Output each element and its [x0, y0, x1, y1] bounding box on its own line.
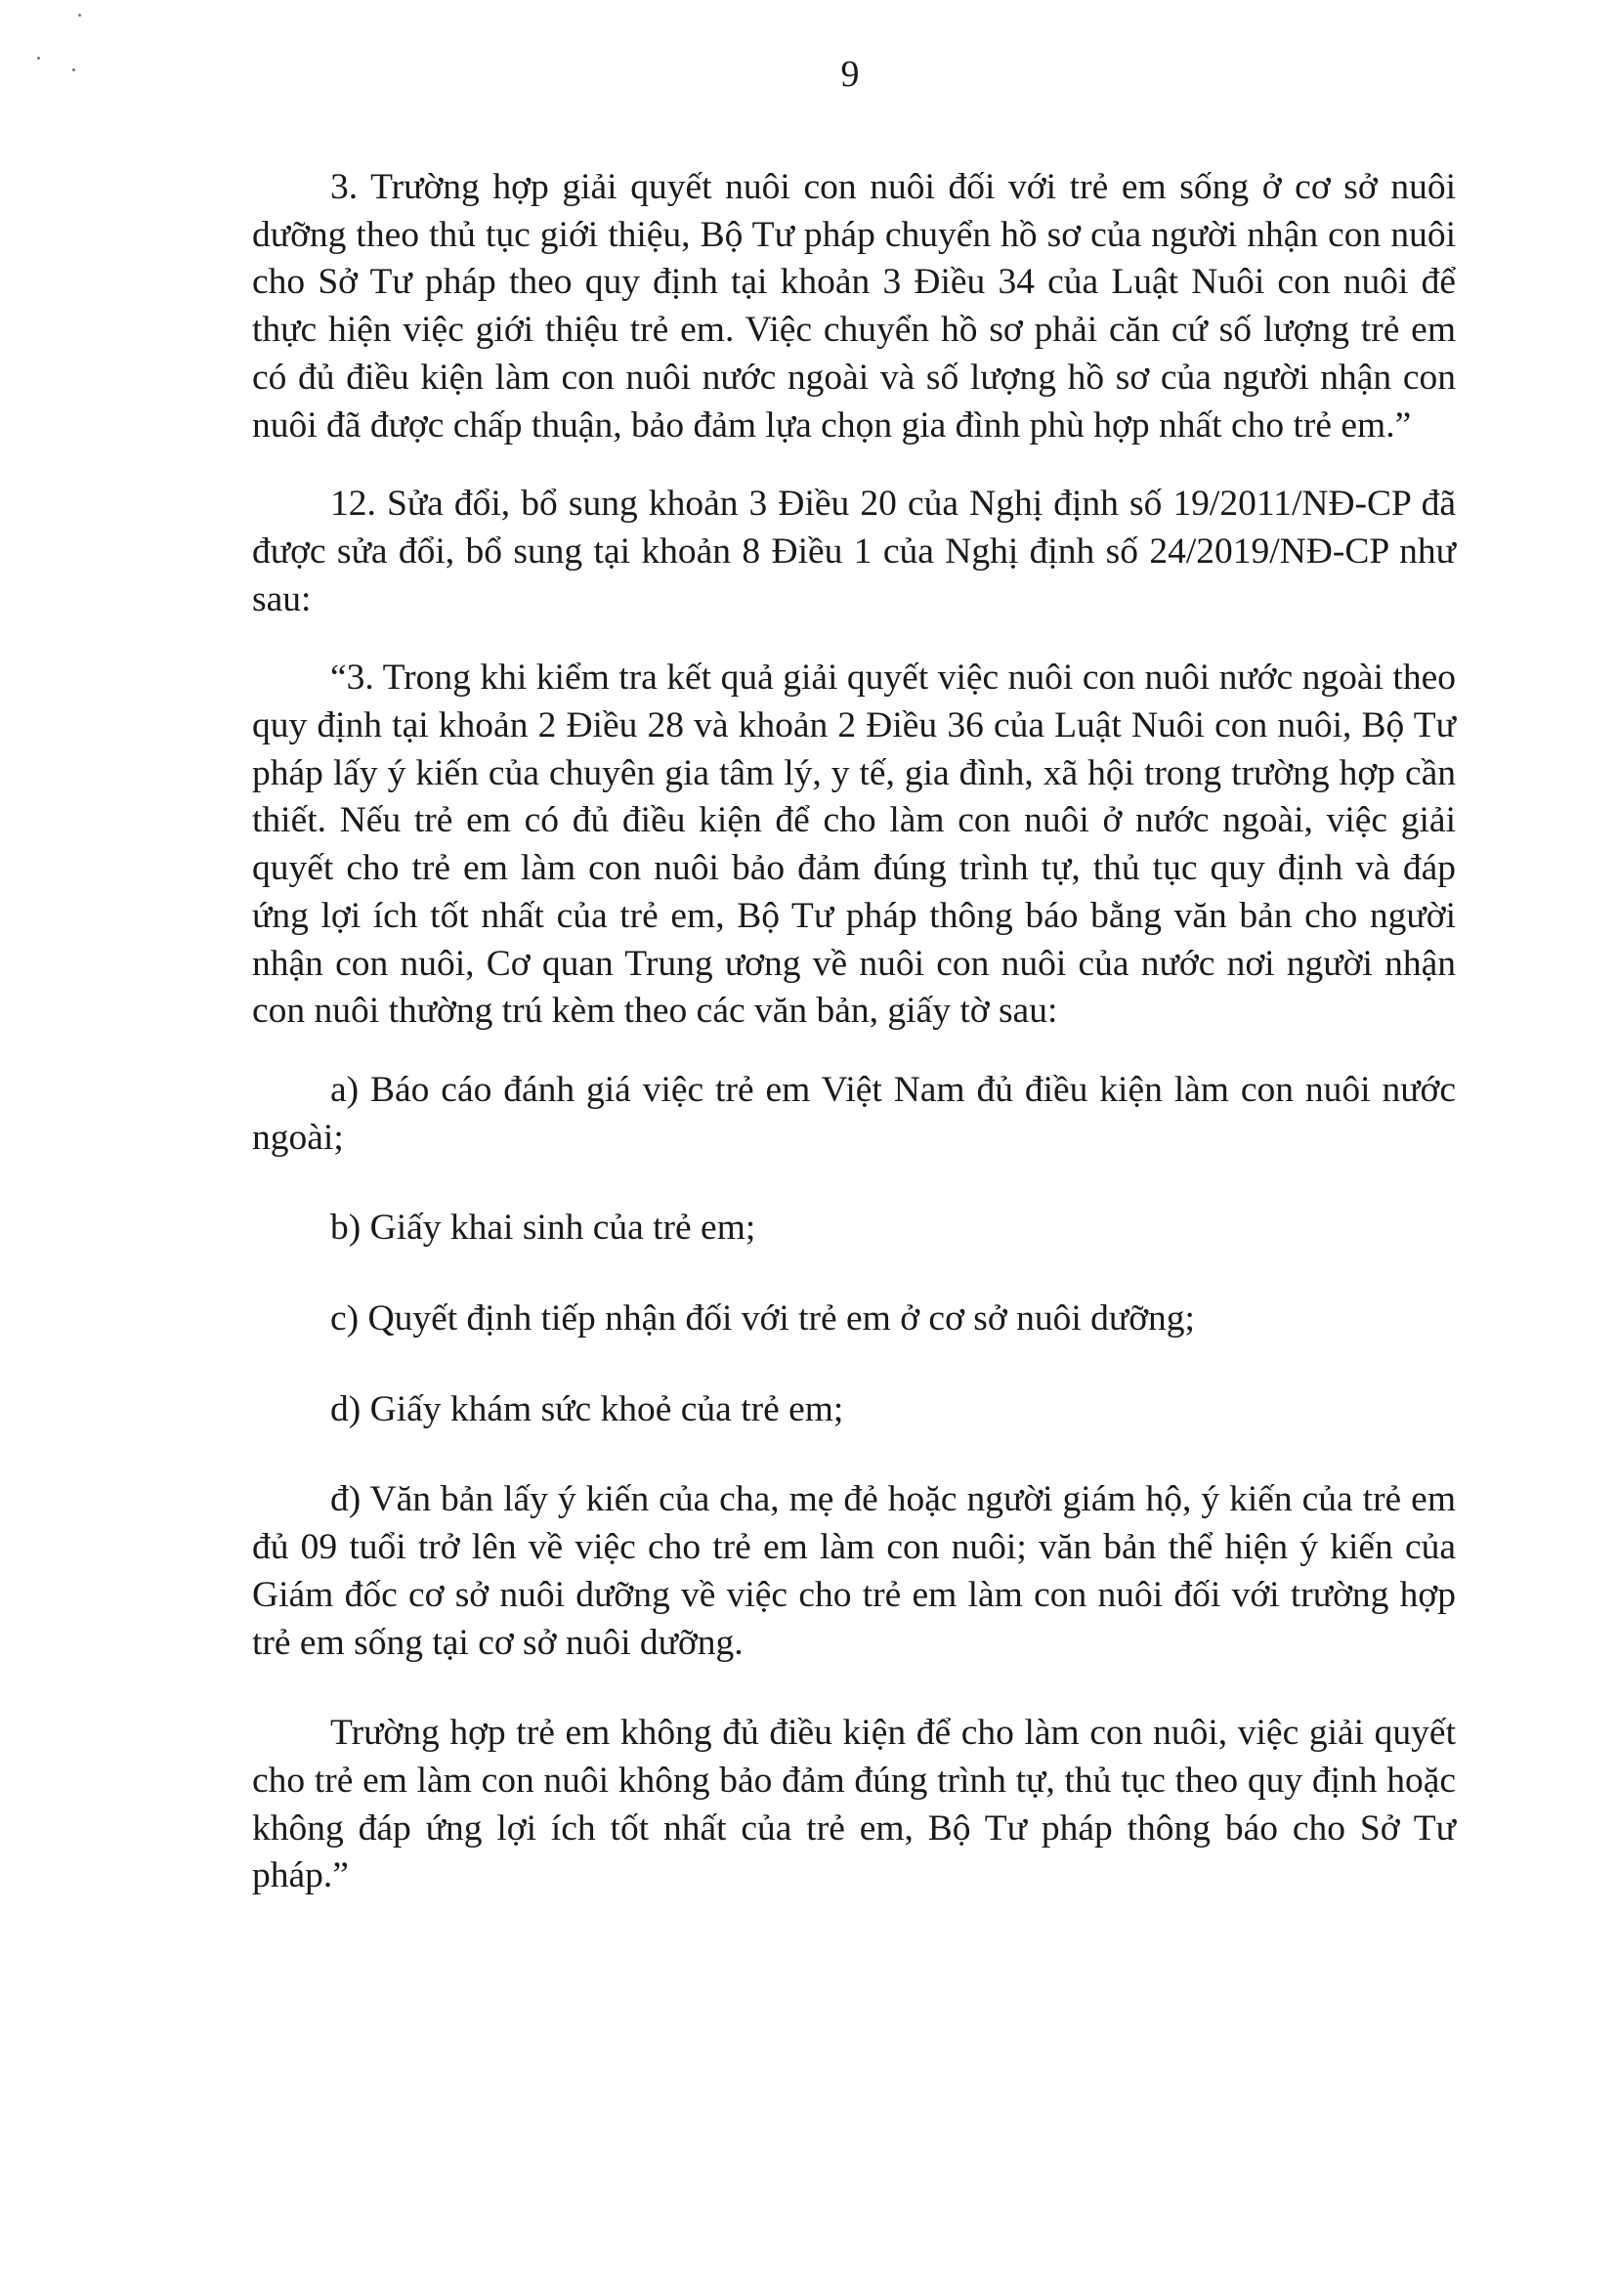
page-number: 9	[840, 54, 860, 95]
list-item-a: a) Báo cáo đánh giá việc trẻ em Việt Nam đủ điều kiện làm con nuôi nước ngoài;	[252, 1069, 1456, 1158]
document-body	[252, 164, 1456, 1932]
paragraph-ineligible-case: Trường hợp trẻ em không đủ điều kiện để cho làm con nuôi, việc giải quyết cho trẻ em làm con nuôi không bảo đảm đúng trình tự, thủ tục theo quy định hoặc không đáp ứng lợi ích tốt nhất của trẻ em, Bộ Tư pháp thông báo cho Sở Tư pháp.”	[252, 1713, 1456, 1896]
paragraph-amendment-12: 12. Sửa đổi, bổ sung khoản 3 Điều 20 của Nghị định số 19/2011/NĐ-CP đã được sửa đổi, bổ sung tại khoản 8 Điều 1 của Nghị định số 24/2019/NĐ-CP như sau:	[252, 484, 1456, 619]
list-item-dd: đ) Văn bản lấy ý kiến của cha, mẹ đẻ hoặc người giám hộ, ý kiến của trẻ em đủ 09 tuổi trở lên về việc cho trẻ em làm con nuôi; văn bản thể hiện ý kiến của Giám đốc cơ sở nuôi dưỡng về việc cho trẻ em làm con nuôi đối với trường hợp trẻ em sống tại cơ sở nuôi dưỡng.	[252, 1479, 1456, 1663]
list-item-b: b) Giấy khai sinh của trẻ em;	[330, 1208, 756, 1249]
paragraph-clause-3-review: “3. Trong khi kiểm tra kết quả giải quyết việc nuôi con nuôi nước ngoài theo quy định tại khoản 2 Điều 28 và khoản 2 Điều 36 của Luật Nuôi con nuôi, Bộ Tư pháp lấy ý kiến của chuyên gia tâm lý, y tế, gia đình, xã hội trong trường hợp cần thiết. Nếu trẻ em có đủ điều kiện để cho làm con nuôi ở nước ngoài, việc giải quyết cho trẻ em làm con nuôi bảo đảm đúng trình tự, thủ tục quy định và đáp ứng lợi ích tốt nhất của trẻ em, Bộ Tư pháp thông báo bằng văn bản cho người nhận con nuôi, Cơ quan Trung ương về nuôi con nuôi của nước nơi người nhận con nuôi thường trú kèm theo các văn bản, giấy tờ sau:	[252, 658, 1456, 1032]
list-item-d: d) Giấy khám sức khoẻ của trẻ em;	[330, 1388, 844, 1429]
list-item-c: c) Quyết định tiếp nhận đối với trẻ em ở cơ sở nuôi dưỡng;	[330, 1298, 1195, 1339]
scan-artifact-dot	[78, 14, 81, 17]
paragraph-clause-3-introduction: 3. Trường hợp giải quyết nuôi con nuôi đối với trẻ em sống ở cơ sở nuôi dưỡng theo thủ tục giới thiệu, Bộ Tư pháp chuyển hồ sơ của người nhận con nuôi cho Sở Tư pháp theo quy định tại khoản 3 Điều 34 của Luật Nuôi con nuôi để thực hiện việc giới thiệu trẻ em. Việc chuyển hồ sơ phải căn cứ số lượng trẻ em có đủ điều kiện làm con nuôi nước ngoài và số lượng hồ sơ của người nhận con nuôi đã được chấp thuận, bảo đảm lựa chọn gia đình phù hợp nhất cho trẻ em.”	[252, 167, 1456, 446]
